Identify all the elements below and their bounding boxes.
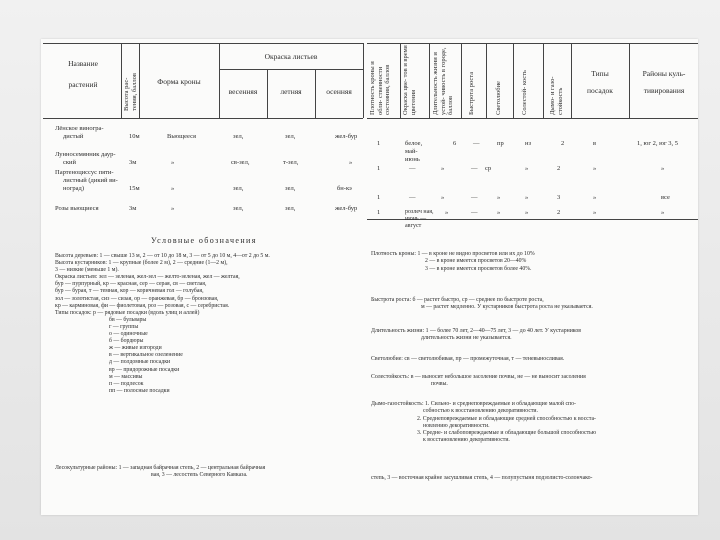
legend-line: бур — пурпурный, кр — красная, сер — серая, св — светлая, [55,281,207,288]
cell-regions: все [661,194,670,201]
cell-density: 1 [377,209,381,216]
species-name: Лёнское виногра- [55,125,104,132]
legend-line: г — группы [109,323,139,330]
cell-autumn: жел-бур [335,205,358,212]
rule [363,43,364,118]
legend-line: Окраска листьев: зел — зеленая, жел-зел — желто-зеленая, жел — желтая, [55,274,240,281]
table-row [55,205,99,213]
species-name: ноград) [63,185,85,192]
cell-density: 1 [377,140,381,147]
legend-line: м — массивы [109,373,143,380]
rule [367,43,698,44]
legend-line: д — полдомные посадки [109,359,171,366]
note-line: новлению декоративности. [423,422,490,429]
cell-light: пр [497,140,504,147]
header-height [123,73,138,111]
note-line: степь, 3 — восточная крайне засушливая степь, 4 — полупустыня подзолисто-солончако- [371,475,593,481]
species-name: Партеноциссус пяти- [55,169,114,176]
rule [139,43,140,118]
note-line: Плотность кроны: 1 — в кроне не видно просветов или их до 10% [371,251,535,257]
cell-summer: зел, [285,133,296,140]
rule [486,43,487,118]
note-growth [371,297,593,312]
note-line: 3. Средне- и слабоповреждаемые и обладающие большой способностью [417,430,597,437]
legend-line: кр — карминовая, фи — фиолетовая, роз — розовая, с — серебристая. [55,302,230,309]
flower-line: — [409,165,416,172]
note-line: Быстрота роста: б — растет быстро, ср — среднее по быстроте роста, [371,297,544,303]
note-line: м — растет медленно. У кустарников быстрота роста не указывается. [421,304,593,311]
cell-growth: — [471,209,478,216]
rule [267,69,268,118]
cell-flower [409,194,416,202]
cell-types: » [593,165,597,172]
cell-height: 3м [129,205,137,212]
cell-height: 15м [129,185,140,192]
species-name: листный (дикий ви- [63,177,118,184]
rule [629,43,630,118]
legend-line: Типы посадок: р — рядовые посадки (вдоль улиц и аллей) [55,309,200,316]
flower-line: май- [405,148,418,155]
cell-smoke: 2 [557,209,561,216]
header-flower: Окраска цве- тов и время цветения [402,45,417,115]
cell-regions: » [661,165,665,172]
cell-crown: » [171,159,175,166]
cell-autumn: бн-кэ [337,185,352,192]
legend-line: 3 — низкие (меньше 1 м). [55,267,119,274]
note-line: вая, 3 — лесостепь Северного Кавказа. [151,472,248,479]
cell-summer: т-зел, [283,159,299,166]
species-name: Лунносемянник даур- [55,151,116,158]
note-line: Дымо-газостойкость: 1. Сильно- и среднеповреждаемые и обладающие малой спо- [371,401,576,407]
rule [219,69,363,70]
cell-spring: зел, [233,185,244,192]
rule [367,118,698,119]
cell-crown: Вьющееся [167,133,196,140]
cell-height: 10м [129,133,140,140]
rule [43,118,363,119]
cell-growth: — [471,194,478,201]
cell-flower [409,165,416,173]
cell-longevity: » [445,209,449,216]
cell-salt: нз [525,140,532,147]
legend-line: пп — полосные посадки [109,387,170,394]
cell-spring: зел, [233,133,244,140]
header-text: Название [68,59,98,68]
cell-regions: » [661,209,665,216]
cell-flower [405,140,422,164]
cell-growth: — [473,140,480,147]
note-line: 3 — в кроне имеется просветов более 40%. [425,265,532,272]
cell-types: » [593,209,597,216]
header-crown-form: Форма кроны [157,77,201,86]
header-longevity: Длительность жизни и устой- чивость в городе, баллов [432,47,454,115]
cell-longevity: 6 [453,140,457,147]
note-line: Длительность жизни: 1 — более 70 лет, 2—40—75 лет, 3 — до 40 лет. У кустарников [371,328,581,334]
table-row [55,169,118,193]
cell-height: 3м [129,159,137,166]
rule [315,69,316,118]
legend-line: вр — придорожные посадки [109,366,180,373]
table-row [55,125,104,141]
cell-salt: » [525,209,529,216]
flower-line: июнь [405,156,420,163]
note-line: длительность жизни не указывается. [421,335,512,342]
rule [121,43,122,118]
header-salt: Солестой- кость [521,70,528,115]
cell-spring: зел, [233,205,244,212]
rule [43,43,363,44]
cell-summer: зел, [285,205,296,212]
cell-autumn: жел-бур [335,133,358,140]
legend-line: о — одиночные [109,331,148,338]
legend-line: ж — живые изгороди [109,345,162,352]
header-regions [631,69,697,95]
header-spring: весенняя [228,87,258,96]
flower-line: — [409,194,416,201]
header-leaf-color: Окраска листьев [264,52,318,61]
cell-growth: — [471,165,478,172]
header-text: Типы [591,69,609,78]
header-text: Высота рас- [123,77,130,111]
header-density: Плотность кроны и обли- ственности состояния, баллов [369,61,391,115]
rule [543,43,544,118]
cell-summer: зел, [285,185,296,192]
cell-longevity: » [441,165,445,172]
header-species [47,59,119,89]
cell-salt: » [525,165,529,172]
cell-light: » [497,209,501,216]
legend-line: в — вертикальное озеленение [109,352,183,359]
flower-line: август [405,223,422,229]
cell-types: в [593,140,597,147]
cell-types: » [593,194,597,201]
legend-line: бур — бурая, т — темная, кор — коричневая гол — голубая, [55,288,204,295]
rule [461,43,462,118]
cell-light: » [497,194,501,201]
forest-regions-note [55,465,265,479]
flower-line: июнь — [405,216,427,222]
note-line: собностью к восстановлению декоративности. [423,408,538,415]
header-text: Районы куль- [642,69,686,78]
header-autumn: осенняя [326,87,352,96]
cell-salt: » [525,194,529,201]
rule [219,43,220,118]
header-light: Светолюбие [495,81,502,115]
flower-line: розлеч ная, [405,209,434,215]
cell-smoke: 2 [557,165,561,172]
legend-line: Высота деревьев: 1 — свыше 13 м, 2 — от 10 до 18 м, 3 — от 5 до 10 м, 4—от 2 до 5 м. [55,253,270,259]
cell-light: ср [485,165,492,172]
note-line: почвы. [431,381,448,388]
header-growth: Быстрота роста [468,71,475,115]
table-row [55,151,116,167]
header-types [573,69,627,95]
note-regions-cont [371,475,593,482]
flower-line: белое, [405,140,423,147]
note-line: 2 — в кроне имеется просветов 20—40% [425,258,527,265]
species-name: Розы вьющиеся [55,205,99,212]
cell-density: 1 [377,194,381,201]
header-smoke: Дымо- и газо- стойкость [549,76,564,115]
rule [513,43,514,118]
document-page [41,39,698,515]
legend [55,253,270,395]
legend-title: Условные обозначения [151,236,257,245]
cell-longevity: » [441,194,445,201]
note-smoke [371,401,596,445]
cell-crown: » [171,205,175,212]
cell-regions: 1, юг 2, юг 3, 5 [637,140,679,147]
rule [429,43,430,118]
legend-line: б — бордюры [109,338,144,345]
legend-line: бв — бульвары [109,316,147,323]
legend-line: зол — золотистая, сиз — сизая, ор — оранжевая, бр — бронзовая, [55,295,219,302]
cell-crown: » [171,185,175,192]
cell-density: 1 [377,165,381,172]
cell-autumn: » [349,159,353,166]
note-line: Солестойкость: в — выносит небольшое засоление почвы, не — не выносит засоления [371,374,586,380]
note-line: Лесокультурные районы: 1 — западная байрачная степь, 2 — центральная байрачная [55,465,266,471]
note-line: 2. Среднеповреждаемые и обладающие средней способностью к восста- [417,415,596,422]
note-density [371,251,535,273]
legend-line: Высота кустарников: 1 — крупные (более 2 м), 2 — средние (1—2 м), [55,260,228,267]
note-light [371,356,564,363]
cell-flower [405,209,434,230]
header-text: тивирования [643,86,685,95]
species-name: ский [63,159,76,166]
header-text: растений [68,80,98,89]
note-line: к восстановлению декоративности. [423,437,510,444]
header-summer: летняя [280,87,302,96]
species-name: дистый [63,133,84,140]
cell-smoke: 2 [561,140,565,147]
cell-smoke: 3 [557,194,561,201]
header-text: тения, баллов [130,73,138,111]
note-longevity [371,328,581,343]
rule [571,43,572,118]
rule [400,43,401,118]
note-salt [371,374,586,389]
header-text: посадок [587,86,613,95]
legend-line: п — подлесок [109,380,144,387]
cell-spring: св-зел, [231,159,250,166]
note-line: Светолюбие: св — светолюбивая, пр — промежуточная, т — теневыносливая. [371,356,565,362]
